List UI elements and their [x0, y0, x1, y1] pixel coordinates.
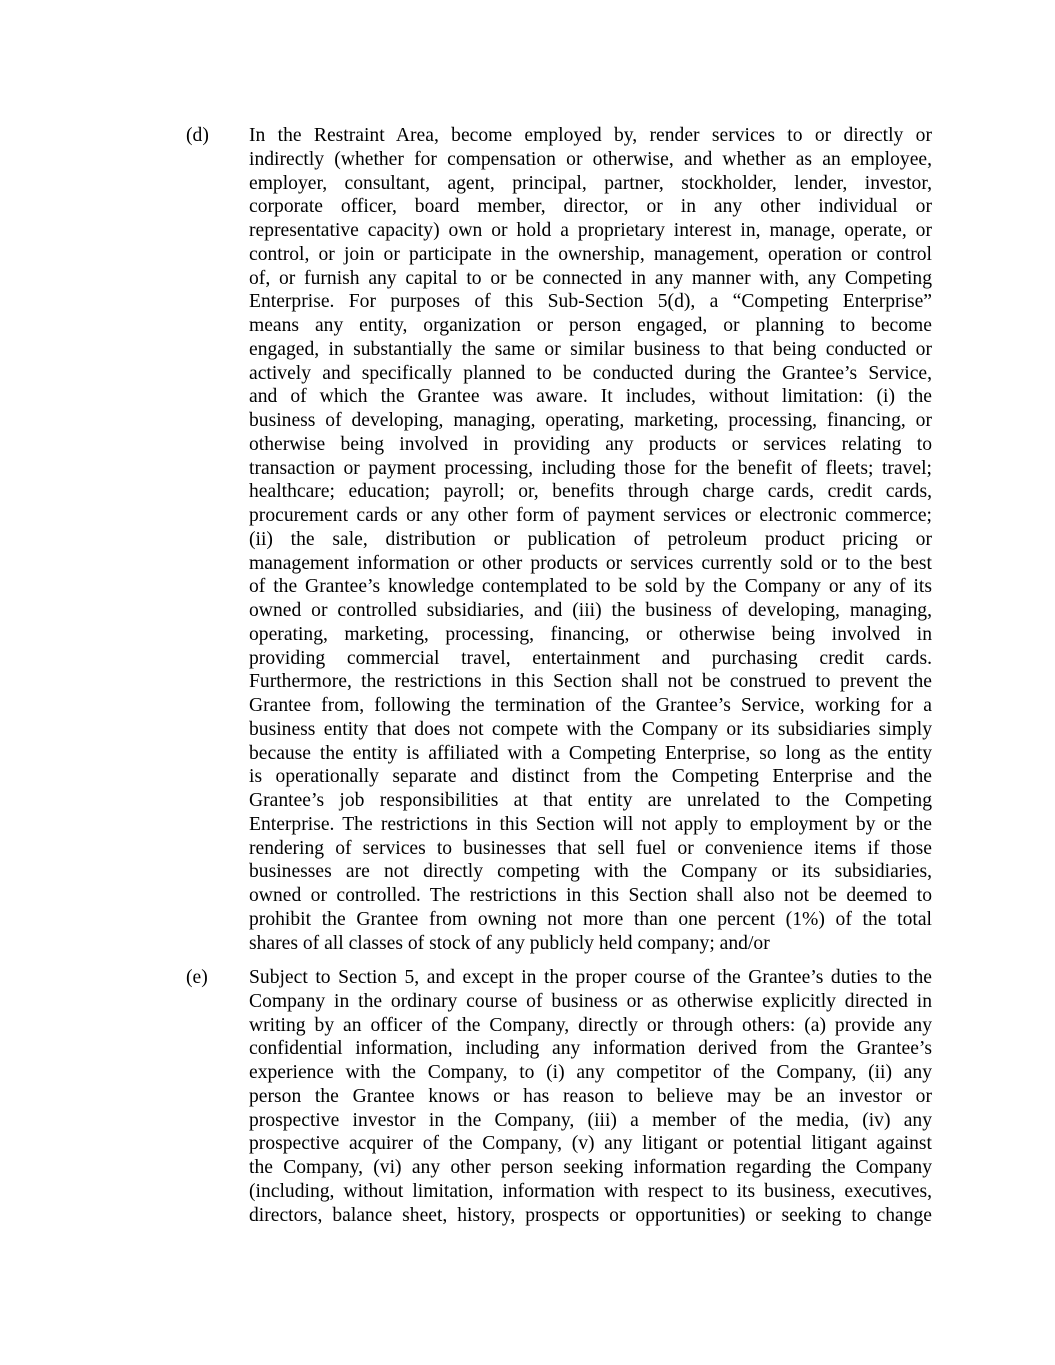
- text-line: means any entity, organization or person engaged, or planning to become: [249, 315, 932, 336]
- text-line: business of developing, managing, operating, marketing, processing, financing, or: [249, 410, 932, 431]
- text-line: the Company, (vi) any other person seeking information regarding the Company: [249, 1157, 932, 1178]
- text-line: of, or furnish any capital to or be connected in any manner with, any Competing: [249, 267, 932, 289]
- text-line: writing by an officer of the Company, directly or through others: (a) provide any: [249, 1014, 932, 1036]
- text-line: transaction or payment processing, including those for the benefit of fleets; travel;: [249, 457, 932, 479]
- text-line: Grantee’s job responsibilities at that entity are unrelated to the Competing: [249, 790, 932, 811]
- text-line: (including, without limitation, information with respect to its business, executives,: [249, 1180, 932, 1202]
- text-line: In the Restraint Area, become employed by, render services to or directly or: [249, 125, 932, 146]
- text-line: otherwise being involved in providing any products or services relating to: [249, 433, 932, 455]
- text-line: business entity that does not compete with the Company or its subsidiaries simply: [249, 718, 932, 740]
- text-line: (ii) the sale, distribution or publication of petroleum product pricing or: [249, 528, 932, 550]
- text-line: is operationally separate and distinct from the Competing Enterprise and the: [249, 766, 932, 788]
- text-line: owned or controlled. The restrictions in this Section shall also not be deemed to: [249, 885, 932, 906]
- text-line: businesses are not directly competing with the Company or its subsidiaries,: [249, 861, 932, 883]
- text-line: of the Grantee’s knowledge contemplated to be sold by the Company or any of its: [249, 576, 932, 598]
- text-line: confidential information, including any information derived from the Grantee’s: [249, 1038, 932, 1060]
- text-line: prospective acquirer of the Company, (v) any litigant or potential litigant against: [249, 1133, 932, 1155]
- text-line: employer, consultant, agent, principal, partner, stockholder, lender, investor,: [249, 172, 932, 194]
- text-line: procurement cards or any other form of payment services or electronic commerce;: [249, 505, 932, 526]
- text-line: because the entity is affiliated with a Competing Enterprise, so long as the entity: [249, 742, 932, 764]
- text-line: owned or controlled subsidiaries, and (iii) the business of developing, managing,: [249, 600, 932, 621]
- text-line: control, or join or participate in the ownership, management, operation or control: [249, 243, 932, 265]
- text-line: person the Grantee knows or has reason to believe may be an investor or: [249, 1085, 932, 1107]
- text-line: corporate officer, board member, director, or in any other individual or: [249, 196, 932, 218]
- text-line: healthcare; education; payroll; or, benefits through charge cards, credit cards,: [249, 481, 932, 503]
- text-line: engaged, in substantially the same or similar business to that being conducted or: [249, 338, 932, 360]
- text-line: experience with the Company, to (i) any competitor of the Company, (ii) any: [249, 1062, 932, 1083]
- text-line: actively and specifically planned to be conducted during the Grantee’s Service,: [249, 362, 932, 384]
- clause-body: [249, 124, 932, 955]
- text-line: rendering of services to businesses that sell fuel or convenience items if those: [249, 837, 932, 859]
- clause-label: (e): [186, 967, 208, 988]
- clause-body: [249, 966, 932, 1227]
- clause-label: (d): [186, 125, 209, 146]
- text-line: Grantee from, following the termination of the Grantee’s Service, working for a: [249, 695, 932, 716]
- text-line: directors, balance sheet, history, prospects or opportunities) or seeking to change: [249, 1204, 932, 1226]
- text-line: Company in the ordinary course of business or as otherwise explicitly directed in: [249, 990, 932, 1012]
- text-line: Furthermore, the restrictions in this Section shall not be construed to prevent the: [249, 671, 932, 693]
- text-line: representative capacity) own or hold a proprietary interest in, manage, operate, or: [249, 220, 932, 241]
- text-line: operating, marketing, processing, financing, or otherwise being involved in: [249, 623, 932, 645]
- text-line: management information or other products or services currently sold or to the best: [249, 552, 932, 574]
- text-line: and of which the Grantee was aware. It includes, without limitation: (i) the: [249, 386, 932, 408]
- text-line: prospective investor in the Company, (iii) a member of the media, (iv) any: [249, 1109, 932, 1131]
- text-line: Enterprise. The restrictions in this Section will not apply to employment by or the: [249, 813, 932, 835]
- text-line: Subject to Section 5, and except in the proper course of the Grantee’s duties to the: [249, 967, 932, 988]
- text-line: prohibit the Grantee from owning not more than one percent (1%) of the total: [249, 908, 932, 930]
- text-line: shares of all classes of stock of any publicly held company; and/or: [249, 932, 770, 954]
- text-line: Enterprise. For purposes of this Sub-Section 5(d), a “Competing Enterprise”: [249, 291, 932, 313]
- text-line: providing commercial travel, entertainment and purchasing credit cards.: [249, 647, 932, 669]
- text-line: indirectly (whether for compensation or otherwise, and whether as an employee,: [249, 148, 932, 170]
